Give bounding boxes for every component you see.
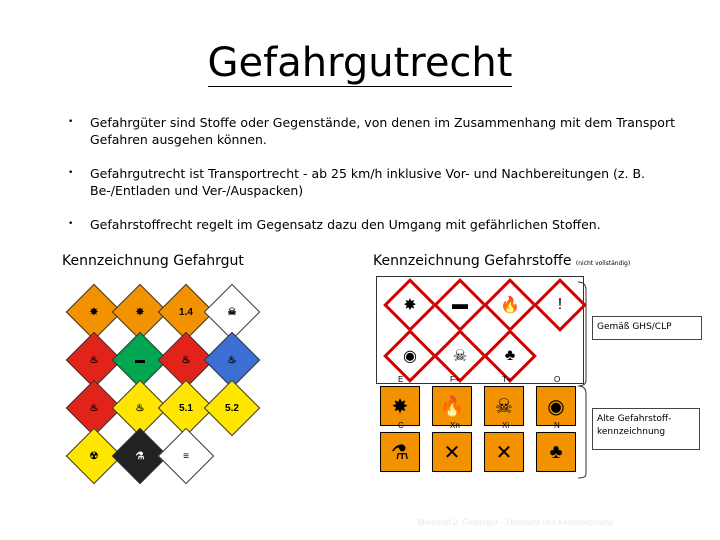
exclamation-icon: ! xyxy=(557,296,563,313)
adr-label xyxy=(158,428,215,485)
explosion-icon: ✸ xyxy=(89,306,99,318)
flame-icon: ♨ xyxy=(181,354,191,366)
hazard-letter: O xyxy=(554,375,561,384)
bullet-text: Gefahrstoffrecht regelt im Gegensatz dazu den Umgang mit gefährlichen Stoffen. xyxy=(90,217,601,232)
hazard-letter: Xn xyxy=(450,421,460,430)
ghs-pictogram xyxy=(433,329,487,383)
oxidizer-icon: ◉ xyxy=(536,386,576,426)
footer-note: Merkblatt 2: Gefahrgut – Übersicht und Kennzeichnung xyxy=(418,518,614,527)
corrosive-icon: ⚗ xyxy=(380,432,420,472)
bullet-text: Gefahrgüter sind Stoffe oder Gegenstände, von denen im Zusammenhang mit dem Transport Gefahren ausgehen können. xyxy=(90,115,675,147)
page-title-text: Gefahrgutrecht xyxy=(207,40,513,86)
explosion-icon: ✸ xyxy=(380,386,420,426)
explosion-icon: ✸ xyxy=(135,306,145,318)
class-9-stripes-icon: ≡ xyxy=(183,450,189,462)
flame-stripes-icon: ♨ xyxy=(89,402,99,414)
hazard-letter: E xyxy=(398,375,404,384)
radioactive-icon: ☢ xyxy=(89,450,99,462)
environment-icon: ♣ xyxy=(504,347,516,364)
heading-gefahrstoffe xyxy=(373,253,630,269)
explosion-icon: ✸ xyxy=(403,297,417,314)
environment-icon: ♣ xyxy=(536,432,576,472)
callout-ghs: Gemäß GHS/CLP xyxy=(592,316,702,340)
bullet-marker: • xyxy=(68,117,74,127)
adr-label xyxy=(204,380,261,437)
oxidizer-icon: ◉ xyxy=(403,348,417,365)
oxidizer-icon: 5.2 xyxy=(225,402,239,414)
ghs-pictogram xyxy=(433,278,487,332)
bullet-item xyxy=(68,216,688,233)
bullet-list xyxy=(68,114,688,250)
hazard-letter: C xyxy=(398,421,404,430)
ghs-pictogram xyxy=(383,278,437,332)
skull-icon: ☠ xyxy=(484,386,524,426)
page-title xyxy=(0,40,720,87)
hazard-letter: F+ xyxy=(450,375,460,384)
flame-icon: 🔥 xyxy=(432,386,472,426)
gas-cylinder-icon: ▬ xyxy=(452,296,468,313)
hazard-letter: Xi xyxy=(502,421,510,430)
skull-icon: ☠ xyxy=(227,306,237,318)
division-1-4-icon: 1.4 xyxy=(179,306,193,318)
flame-icon: ♨ xyxy=(135,402,145,414)
ghs-pictogram-panel xyxy=(376,276,584,384)
bullet-text: Gefahrgutrecht ist Transportrecht - ab 25 km/h inklusive Vor- und Nachbereitungen (z. B. Be-/Entladen und Ver-/Auspacken) xyxy=(90,166,645,198)
bullet-marker: • xyxy=(68,219,74,229)
bullet-marker: • xyxy=(68,168,74,178)
cross-icon: ✕ xyxy=(484,432,524,472)
hazard-letter: T+ xyxy=(502,375,512,384)
heading-note: (nicht vollständig) xyxy=(575,260,631,267)
bracket-lines xyxy=(576,280,600,480)
heading-gefahrstoffe-text: Kennzeichnung Gefahrstoffe xyxy=(373,253,572,269)
bullet-item xyxy=(68,114,688,148)
heading-gefahrgut: Kennzeichnung Gefahrgut xyxy=(62,253,244,269)
old-symbol-panel xyxy=(376,375,584,478)
flame-icon: 🔥 xyxy=(500,297,520,314)
corrosive-icon: ⚗ xyxy=(135,450,145,462)
adr-label-grid xyxy=(66,284,250,476)
ghs-pictogram xyxy=(383,329,437,383)
hazard-letter: N xyxy=(554,421,560,430)
bullet-item xyxy=(68,165,688,199)
flame-icon: ♨ xyxy=(89,354,99,366)
callout-old: Alte Gefahrstoff-kennzeichnung xyxy=(592,408,700,450)
oxidizer-icon: 5.1 xyxy=(179,402,193,414)
gas-cylinder-icon: ▬ xyxy=(135,354,145,366)
cross-icon: ✕ xyxy=(432,432,472,472)
ghs-pictogram xyxy=(483,278,537,332)
skull-icon: ☠ xyxy=(452,348,468,365)
flame-icon: ♨ xyxy=(227,354,237,366)
